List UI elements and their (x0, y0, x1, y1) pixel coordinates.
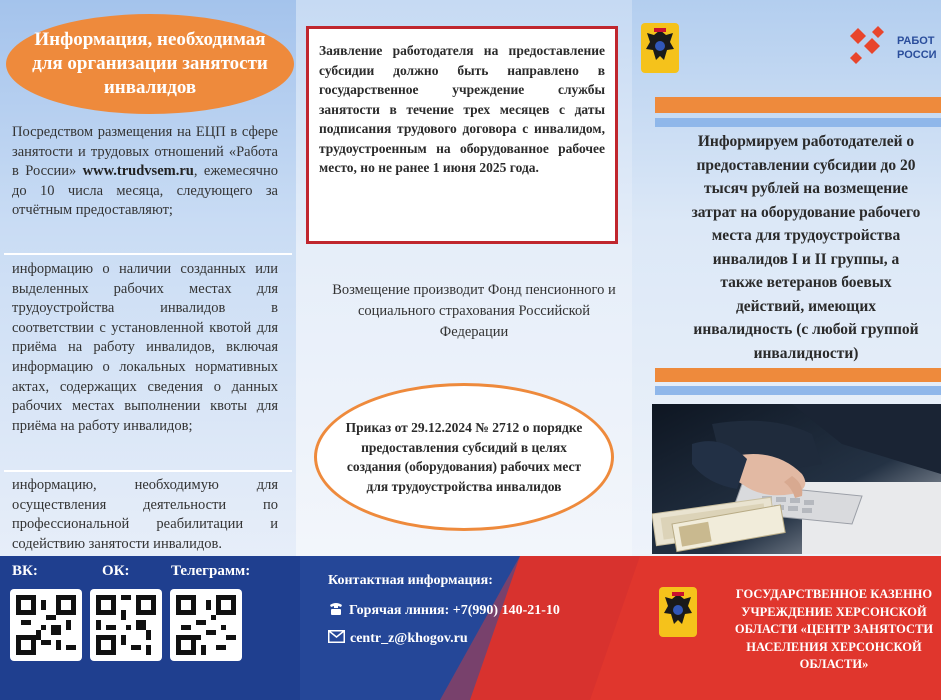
application-notice-text: Заявление работодателя на предоставление субсидии должно быть направлено в государственное учреждение службы занятости в течение трех месяцев с даты подписания трудового договора с инвалидом, трудоустроенным на оборудованное рабочее место, но не ранее 1 июня 2025 года. (319, 43, 605, 175)
rabota-rossii-logo (848, 22, 941, 72)
right-title-line-1: Информируем работодателей о (697, 133, 915, 150)
right-title-line-2: предоставлении субсидии до 20 (696, 156, 916, 174)
blue-stripe-top (655, 118, 941, 127)
hotline-text: Горячая линия: +7(990) 140-21-10 (349, 603, 560, 618)
left-divider-1 (4, 253, 292, 255)
calculator-money-image (652, 404, 941, 554)
left-paragraph-1-pre: Посредством размещения на ЕЦП в сфере занятости и трудовых отношений «Работа в России» (12, 124, 278, 180)
org-line-4: НАСЕЛЕНИЯ ХЕРСОНСКОЙ (746, 639, 922, 654)
org-line-1: ГОСУДАРСТВЕННОЕ КАЗЕННО (735, 587, 933, 601)
left-title-oval (6, 14, 294, 114)
blue-stripe-bottom (655, 386, 941, 395)
vk-qr-code[interactable] (10, 589, 82, 661)
qr-code-icon (16, 595, 76, 655)
email-row[interactable] (328, 630, 468, 647)
left-paragraph-2: информацию о наличии созданных или выделенных рабочих местах для трудоустройства инвалидов в соответствии с установленной квотой для приёма на работу инвалидов, включая информацию о локальных нормативных актах, содержащих сведения о данных рабочих местах выполнении квоты для приёма на работу инвалидов; (12, 261, 278, 434)
ok-qr-code[interactable] (90, 589, 162, 661)
right-title-line-7: также ветеранов боевых (720, 274, 892, 291)
right-title-line-4: затрат на оборудование рабочего (691, 203, 921, 221)
envelope-icon (328, 630, 345, 643)
application-notice-box (306, 26, 618, 244)
fund-text: Возмещение производит Фонд пенсионного и социального страхования Российской Федерации (332, 282, 616, 340)
left-paragraph-1 (12, 123, 278, 221)
telegram-label: Телеграмм: (171, 563, 251, 579)
right-title-line-8: действий, имеющих (735, 297, 877, 315)
brand-line-1: РАБОТ (897, 35, 935, 47)
hotline-row[interactable] (328, 600, 560, 619)
qr-code-icon (176, 595, 236, 655)
left-paragraph-1-post: , ежемесячно до 10 числа месяца, следующего за отчётным предоставляют; (12, 163, 278, 219)
vk-label: ВК: (12, 563, 38, 579)
left-paragraph-3: информацию, необходимую для осуществления деятельности по профессиональной реабилитации и содействию занятости инвалидов. (12, 477, 278, 552)
telegram-qr-code[interactable] (170, 589, 242, 661)
right-title-line-3: тысяч рублей на возмещение (703, 180, 909, 197)
coat-of-arms-icon (658, 586, 698, 638)
contact-title: Контактная информация: (328, 573, 493, 588)
right-title (656, 130, 941, 365)
right-title-line-9: инвалидность (с любой группой (693, 321, 919, 338)
coat-of-arms-icon (640, 22, 680, 74)
organization-name (718, 586, 941, 674)
order-oval (314, 383, 614, 531)
right-title-line-6: инвалидов I и II группы, а (712, 250, 900, 268)
right-title-line-10: инвалидности) (753, 344, 859, 362)
orange-stripe-top (655, 97, 941, 113)
rabota-rossii-logo-icon (848, 22, 892, 66)
orange-stripe-bottom (655, 368, 941, 382)
right-title-line-5: места для трудоустройства (711, 227, 901, 244)
business-photo (652, 404, 941, 554)
phone-icon (328, 600, 344, 616)
email-text: centr_z@khogov.ru (350, 631, 468, 646)
left-title: Информация, необходимая для организации занятости инвалидов (32, 29, 268, 98)
org-line-3: ОБЛАСТИ «ЦЕНТР ЗАНЯТОСТИ (734, 622, 934, 636)
left-divider-2 (4, 470, 292, 472)
order-text: Приказ от 29.12.2024 № 2712 о порядке предоставления субсидий в целях создания (оборудования) рабочих мест для трудоустройства инвалидов (345, 420, 583, 494)
qr-code-icon (96, 595, 156, 655)
org-line-2: УЧРЕЖДЕНИЕ ХЕРСОНСКОЙ (741, 604, 927, 619)
trudvsem-link[interactable]: www.trudvsem.ru (82, 163, 194, 180)
ok-label: ОК: (102, 563, 130, 579)
brand-line-2: РОССИ (897, 49, 937, 61)
org-line-5: ОБЛАСТИ» (799, 657, 869, 671)
brand-name (897, 34, 937, 62)
